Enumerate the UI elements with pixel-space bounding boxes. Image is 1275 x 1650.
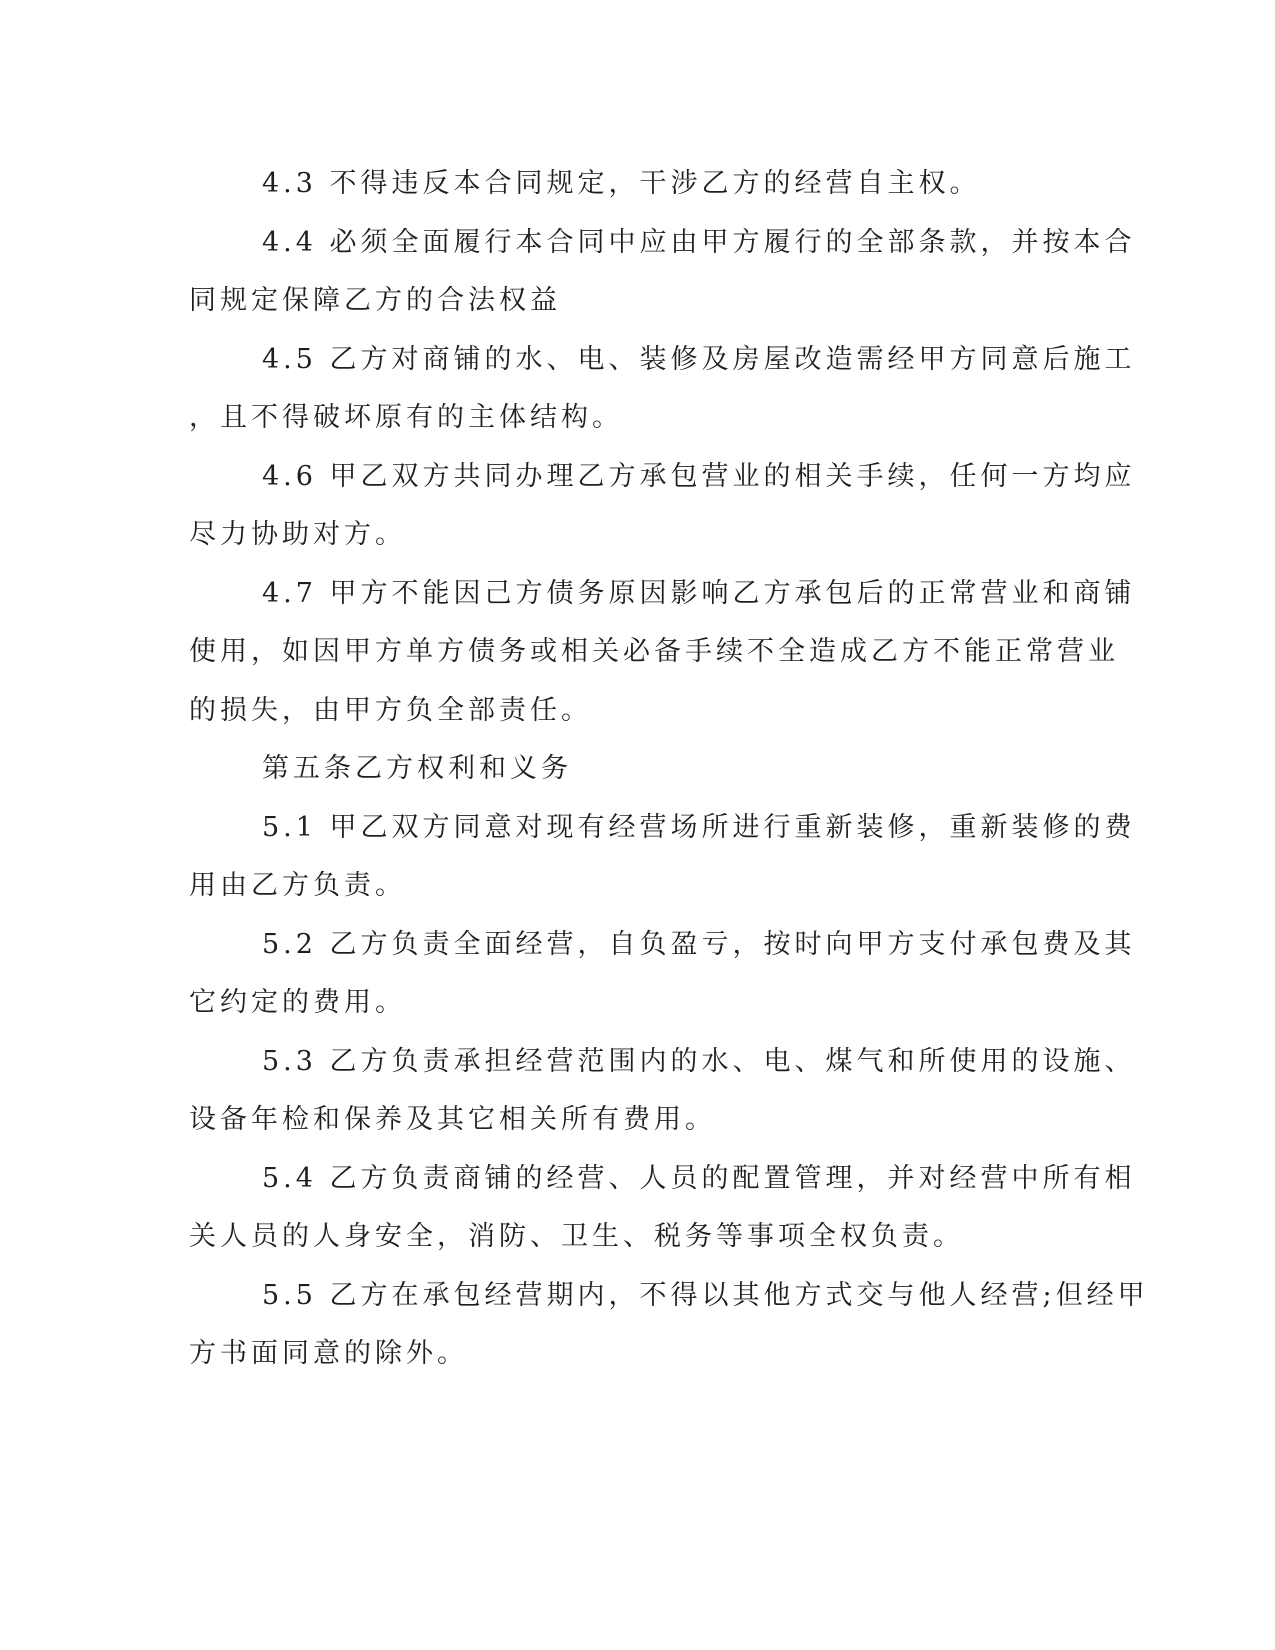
clause-5-3: 5.3 乙方负责承担经营范围内的水、电、煤气和所使用的设施、 (262, 1046, 1136, 1077)
clause-5-2: 5.2 乙方负责全面经营，自负盈亏，按时向甲方支付承包费及其 (262, 929, 1136, 960)
clause-4-4-cont: 同规定保障乙方的合法权益 (189, 285, 561, 316)
clause-4-5: 4.5 乙方对商铺的水、电、装修及房屋改造需经甲方同意后施工 (262, 344, 1136, 375)
clause-5-3-cont: 设备年检和保养及其它相关所有费用。 (189, 1104, 716, 1135)
clause-4-5-cont: ，且不得破坏原有的主体结构。 (189, 402, 623, 433)
clause-5-5: 5.5 乙方在承包经营期内，不得以其他方式交与他人经营;但经甲 (262, 1280, 1149, 1311)
clause-4-4: 4.4 必须全面履行本合同中应由甲方履行的全部条款，并按本合 (262, 227, 1136, 258)
clause-5-1-cont: 用由乙方负责。 (189, 870, 406, 901)
clause-4-6: 4.6 甲乙双方共同办理乙方承包营业的相关手续，任何一方均应 (262, 461, 1136, 492)
clause-5-5-cont: 方书面同意的除外。 (189, 1338, 468, 1369)
clause-4-3: 4.3 不得违反本合同规定，干涉乙方的经营自主权。 (262, 168, 981, 199)
clause-4-7-cont-1: 使用，如因甲方单方债务或相关必备手续不全造成乙方不能正常营业 (189, 636, 1119, 667)
clause-4-6-cont: 尽力协助对方。 (189, 519, 406, 550)
clause-4-7-cont-2: 的损失，由甲方负全部责任。 (189, 695, 592, 726)
clause-5-4: 5.4 乙方负责商铺的经营、人员的配置管理，并对经营中所有相 (262, 1163, 1136, 1194)
clause-5-4-cont: 关人员的人身安全，消防、卫生、税务等事项全权负责。 (189, 1221, 964, 1252)
article-5-heading: 第五条乙方权利和义务 (262, 753, 572, 784)
clause-4-7: 4.7 甲方不能因己方债务原因影响乙方承包后的正常营业和商铺 (262, 578, 1136, 609)
clause-5-1: 5.1 甲乙双方同意对现有经营场所进行重新装修，重新装修的费 (262, 812, 1136, 843)
clause-5-2-cont: 它约定的费用。 (189, 987, 406, 1018)
